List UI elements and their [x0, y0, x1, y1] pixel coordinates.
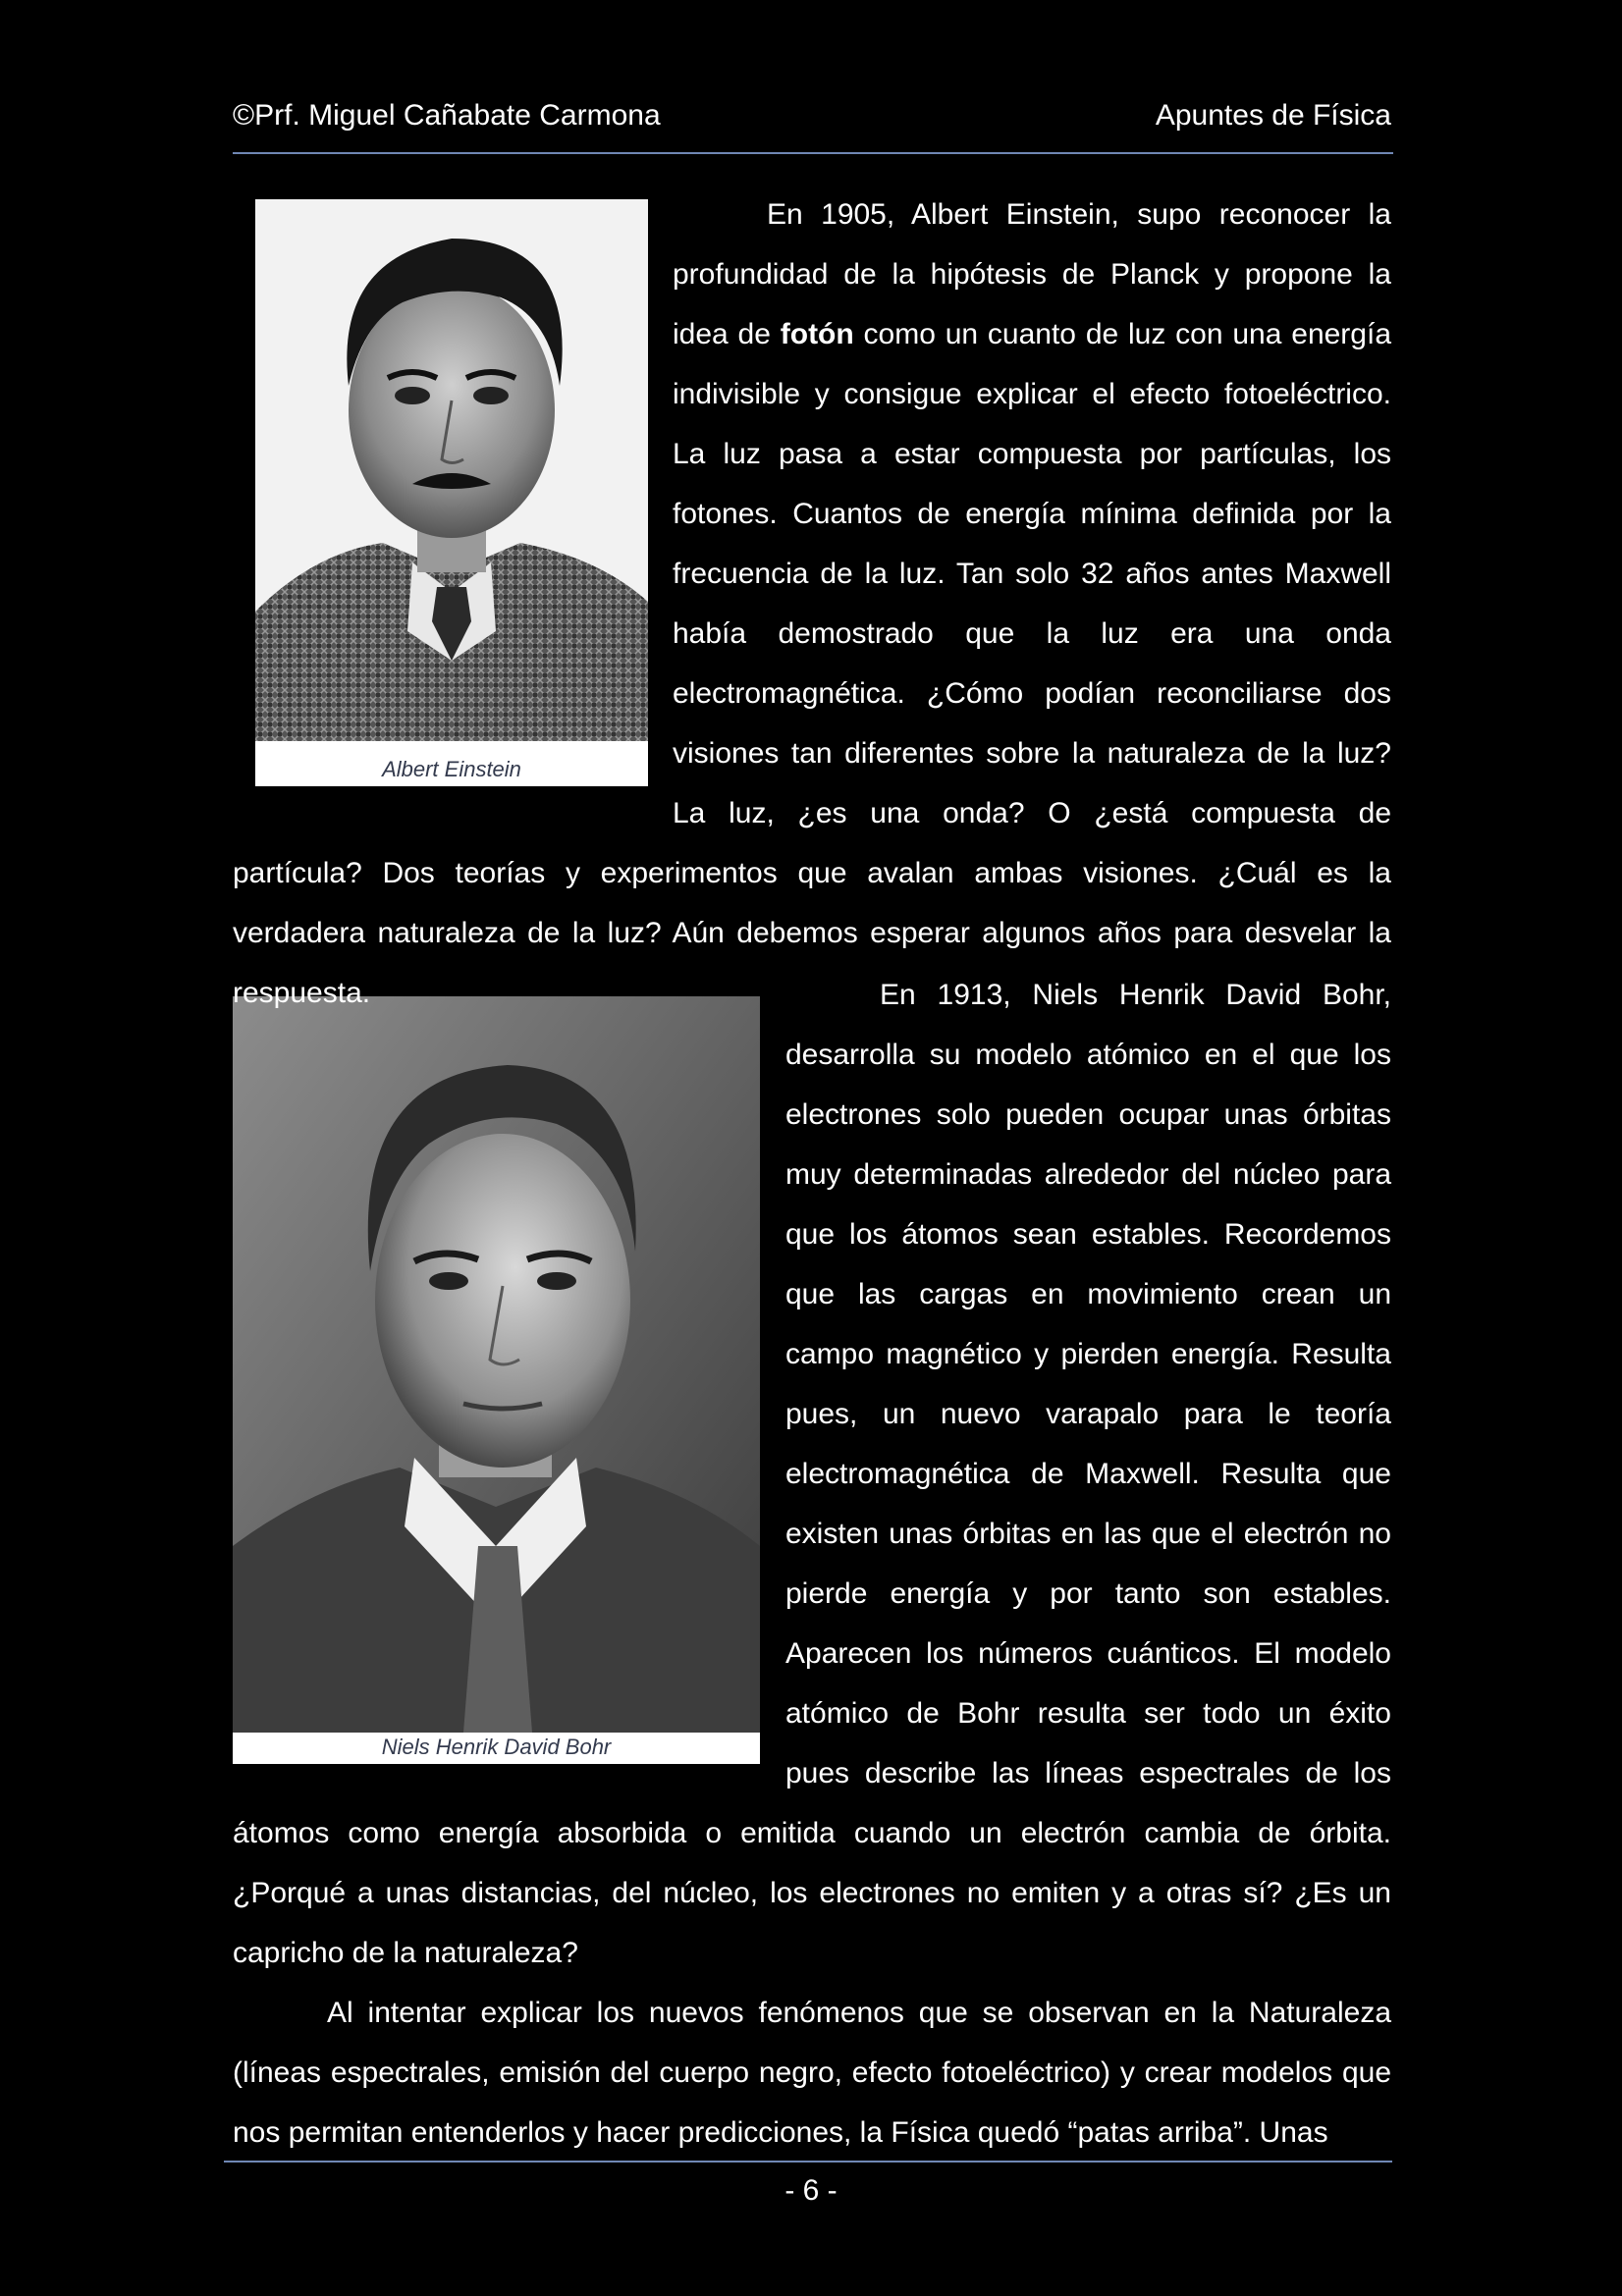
author-credit: ©Prf. Miguel Cañabate Carmona	[233, 99, 661, 132]
paragraph-conclusion	[233, 1983, 1391, 2163]
bohr-caption: Niels Henrik David Bohr	[381, 1735, 612, 1759]
paragraph-text: En 1913, Niels Henrik David Bohr, desarrolla su modelo atómico en el que los electrones solo pueden ocupar unas órbitas muy determinadas alrededor del núcleo para que los átomos sean estables. Recordemos que las cargas en movimiento crean un campo magnético y pierden energía. Resulta pues, un nuevo varapalo para le teoría electromagnética de Maxwell. Resulta que existen unas órbitas en las que el electrón no pierde energía y por tanto son estables. Aparecen los números cuánticos. El modelo atómico de Bohr resulta ser todo un éxito pues describe las líneas espectrales de los átomos como energía absorbida o emitida cuando un electrón cambia de órbita. ¿Porqué a unas distancias, del núcleo, los electrones no emiten y a otras sí? ¿Es un capricho de la naturaleza?	[233, 979, 1391, 1969]
einstein-caption: Albert Einstein	[382, 757, 521, 781]
header-rule	[233, 152, 1393, 154]
page-header	[233, 98, 1391, 133]
figure-spacer	[233, 965, 785, 1782]
bold-term: fotón	[780, 318, 854, 350]
figure-spacer	[233, 185, 673, 788]
page-number: - 6 -	[784, 2174, 838, 2207]
body-text-block-2	[233, 965, 1391, 2163]
footer-rule	[224, 2161, 1392, 2163]
paragraph-text: Al intentar explicar los nuevos fenómenos que se observan en la Naturaleza (líneas espectrales, emisión del cuerpo negro, efecto fotoeléctrico) y crear modelos que nos permitan entenderlos y hacer predicciones, la Física quedó “patas arriba”. Unas	[233, 1997, 1391, 2149]
paragraph-text: En 1905, Albert Einstein, supo reconocer la profundidad de la hipótesis de Planck y propone la idea de	[673, 198, 1391, 350]
paragraph-text: como un cuanto de luz con una energía indivisible y consigue explicar el efecto fotoeléctrico. La luz pasa a estar compuesta por partículas, los fotones. Cuantos de energía mínima definida por la frecuencia de la luz. Tan solo 32 años antes Maxwell había demostrado que la luz era una onda electromagnética. ¿Cómo podían reconciliarse dos visiones tan diferentes sobre la naturaleza de la luz? La luz, ¿es una onda? O ¿está compuesta de partícula? Dos teorías y experimentos que avalan ambas visiones. ¿Cuál es la verdadera naturaleza de la luz? Aún debemos esperar algunos años para desvelar la respuesta.	[233, 318, 1392, 1009]
document-title: Apuntes de Física	[1155, 99, 1391, 132]
body-text-block-1	[233, 185, 1391, 1023]
